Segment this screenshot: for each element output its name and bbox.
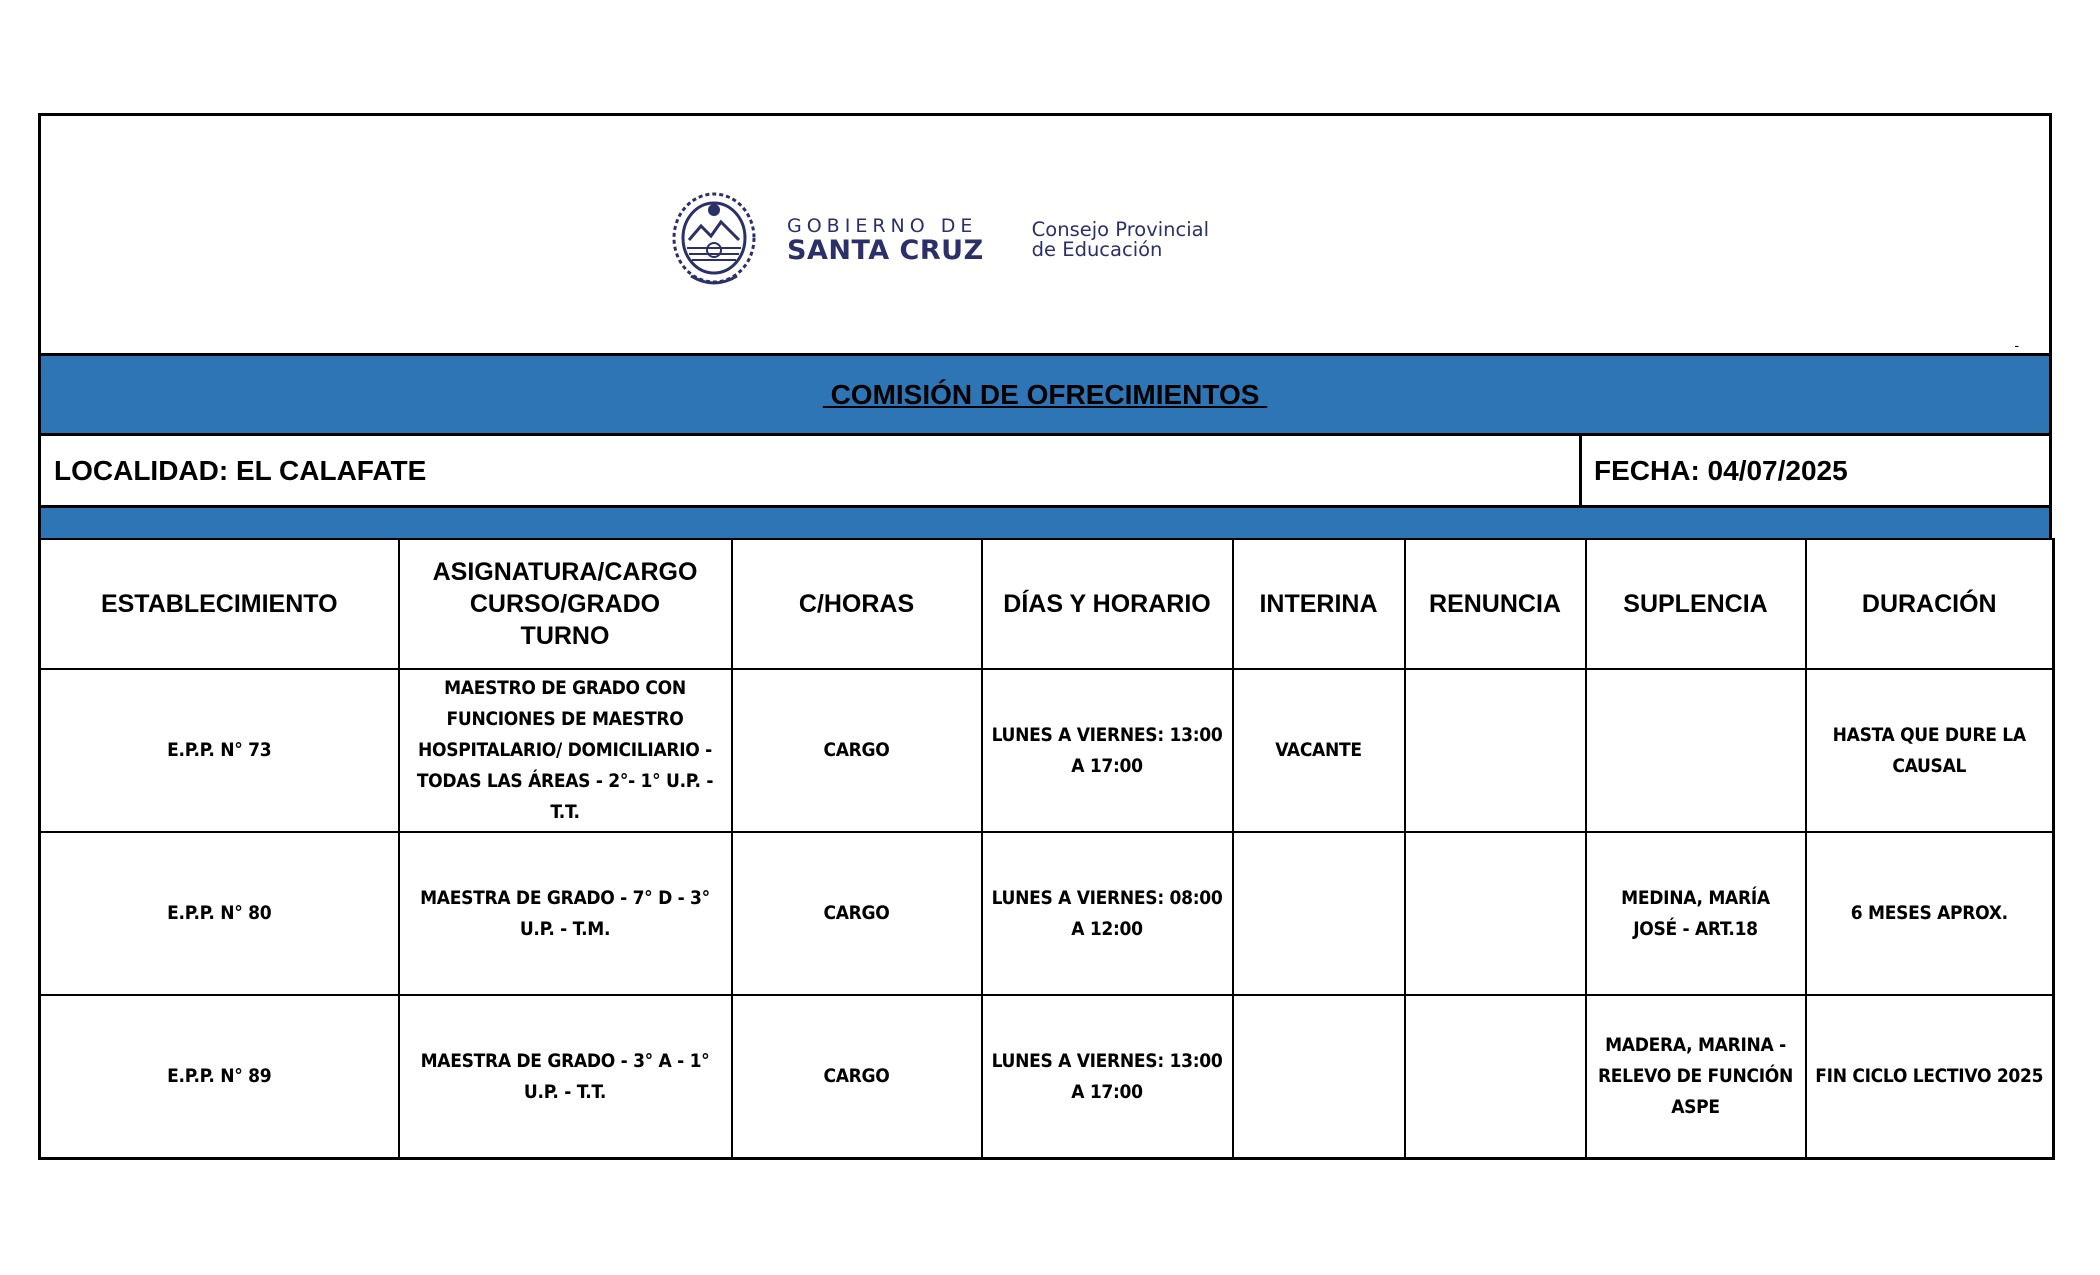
cell-duracion: FIN CICLO LECTIVO 2025 bbox=[1806, 995, 2054, 1159]
offers-sheet bbox=[38, 113, 2052, 1160]
government-name bbox=[787, 215, 984, 266]
header-asignatura: ASIGNATURA/CARGO CURSO/GRADO TURNO bbox=[399, 539, 732, 669]
cell-establecimiento: E.P.P. N° 80 bbox=[40, 832, 399, 995]
government-line1: GOBIERNO DE bbox=[787, 214, 978, 237]
cell-establecimiento: E.P.P. N° 73 bbox=[40, 669, 399, 832]
council-line1: Consejo Provincial bbox=[1031, 218, 1210, 241]
header-dias-horario: DÍAS Y HORARIO bbox=[982, 539, 1233, 669]
government-logo bbox=[669, 190, 1209, 290]
cell-asignatura: MAESTRO DE GRADO CON FUNCIONES DE MAESTRO HOSPITALARIO/ DOMICILIARIO - TODAS LAS ÁREAS - 2°- 1° U.P. - T.T. bbox=[399, 669, 732, 832]
date-label: FECHA: 04/07/2025 bbox=[1594, 454, 1848, 486]
header-horas: C/HORAS bbox=[732, 539, 982, 669]
document-title: COMISIÓN DE OFRECIMIENTOS bbox=[822, 379, 1268, 410]
cell-horas: CARGO bbox=[732, 832, 982, 995]
header-interina: INTERINA bbox=[1233, 539, 1405, 669]
cell-dias-horario: LUNES A VIERNES: 08:00 A 12:00 bbox=[982, 832, 1233, 995]
cell-suplencia bbox=[1586, 669, 1806, 832]
locality-cell bbox=[41, 436, 1582, 505]
offers-table bbox=[38, 538, 2055, 1160]
cell-establecimiento: E.P.P. N° 89 bbox=[40, 995, 399, 1159]
header-duracion: DURACIÓN bbox=[1806, 539, 2054, 669]
header-logo-box bbox=[38, 113, 2052, 353]
cell-asignatura: MAESTRA DE GRADO - 3° A - 1° U.P. - T.T. bbox=[399, 995, 732, 1159]
date-cell bbox=[1582, 436, 2049, 505]
cell-renuncia bbox=[1405, 995, 1586, 1159]
table-row bbox=[40, 669, 2054, 832]
locality-label: LOCALIDAD: EL CALAFATE bbox=[54, 454, 427, 486]
header-establecimiento: ESTABLECIMIENTO bbox=[40, 539, 399, 669]
title-bar bbox=[38, 353, 2052, 433]
cell-asignatura: MAESTRA DE GRADO - 7° D - 3° U.P. - T.M. bbox=[399, 832, 732, 995]
cell-suplencia: MADERA, MARINA - RELEVO DE FUNCIÓN ASPE bbox=[1586, 995, 1806, 1159]
cell-renuncia bbox=[1405, 832, 1586, 995]
header-suplencia: SUPLENCIA bbox=[1586, 539, 1806, 669]
cell-dias-horario: LUNES A VIERNES: 13:00 A 17:00 bbox=[982, 995, 1233, 1159]
cell-dias-horario: LUNES A VIERNES: 13:00 A 17:00 bbox=[982, 669, 1233, 832]
locality-row bbox=[38, 433, 2052, 508]
header-renuncia: RENUNCIA bbox=[1405, 539, 1586, 669]
cell-suplencia: MEDINA, MARÍA JOSÉ - ART.18 bbox=[1586, 832, 1806, 995]
government-line2: SANTA CRUZ bbox=[787, 234, 984, 266]
cell-interina: VACANTE bbox=[1233, 669, 1405, 832]
council-line2: de Educación bbox=[1031, 238, 1163, 261]
cell-duracion: HASTA QUE DURE LA CAUSAL bbox=[1806, 669, 2054, 832]
table-header-row bbox=[40, 539, 2054, 669]
cell-duracion: 6 MESES APROX. bbox=[1806, 832, 2054, 995]
cell-horas: CARGO bbox=[732, 669, 982, 832]
separator-strip bbox=[38, 508, 2052, 538]
coat-of-arms-seal-icon bbox=[669, 190, 759, 290]
cell-interina bbox=[1233, 832, 1405, 995]
cell-renuncia bbox=[1405, 669, 1586, 832]
council-name bbox=[1032, 220, 1209, 260]
table-row bbox=[40, 832, 2054, 995]
cell-interina bbox=[1233, 995, 1405, 1159]
table-row bbox=[40, 995, 2054, 1159]
cell-horas: CARGO bbox=[732, 995, 982, 1159]
corner-mark: - bbox=[2014, 337, 2019, 353]
